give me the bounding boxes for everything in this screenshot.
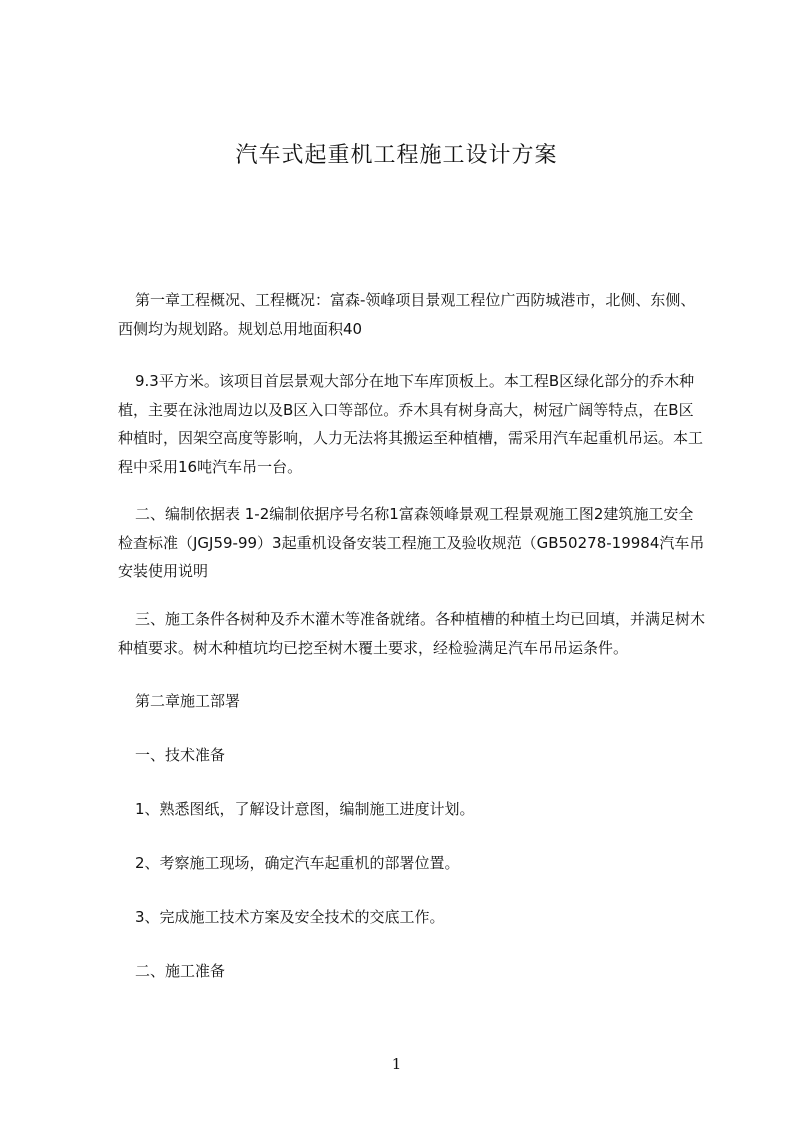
- list-item-step-3: 3、完成施工技术方案及安全技术的交底工作。: [135, 908, 445, 926]
- heading-chapter-two: 第二章施工部署: [135, 692, 241, 710]
- heading-technical-preparation: 一、技术准备: [135, 746, 226, 764]
- document-title: 汽车式起重机工程施工设计方案: [235, 143, 558, 168]
- paragraph-project-details: 9.3平方米。该项目首层景观大部分在地下车库顶板上。本工程B区绿化部分的乔木种植，主要在泳池周边以及B区入口等部位。乔木具有树身高大，树冠广阔等特点，在B区种植时，因架空高度等影响，人力无法将其搬运至种植槽，需采用汽车起重机吊运。本工程中采用16吨汽车吊一台。: [118, 372, 704, 476]
- list-item-step-1: 1、熟悉图纸，了解设计意图，编制施工进度计划。: [135, 800, 475, 818]
- heading-construction-preparation: 二、施工准备: [135, 962, 226, 980]
- page-number: 1: [391, 1055, 402, 1073]
- paragraph-compilation-basis: 二、编制依据表 1-2编制依据序号名称1富森领峰景观工程景观施工图2建筑施工安全检查标准（JGJ59-99）3起重机设备安装工程施工及验收规范（GB50278-19984汽车吊安装使用说明: [118, 505, 705, 580]
- list-item-step-2: 2、考察施工现场，确定汽车起重机的部署位置。: [135, 854, 460, 872]
- paragraph-construction-conditions: 三、施工条件各树种及乔木灌木等准备就绪。各种植槽的种植土均已回填，并满足树木种植要求。树木种植坑均已挖至树木覆土要求，经检验满足汽车吊吊运条件。: [118, 610, 706, 657]
- paragraph-project-overview: 第一章工程概况、工程概况：富森-领峰项目景观工程位广西防城港市，北侧、东侧、西侧均为规划路。规划总用地面积40: [118, 291, 696, 338]
